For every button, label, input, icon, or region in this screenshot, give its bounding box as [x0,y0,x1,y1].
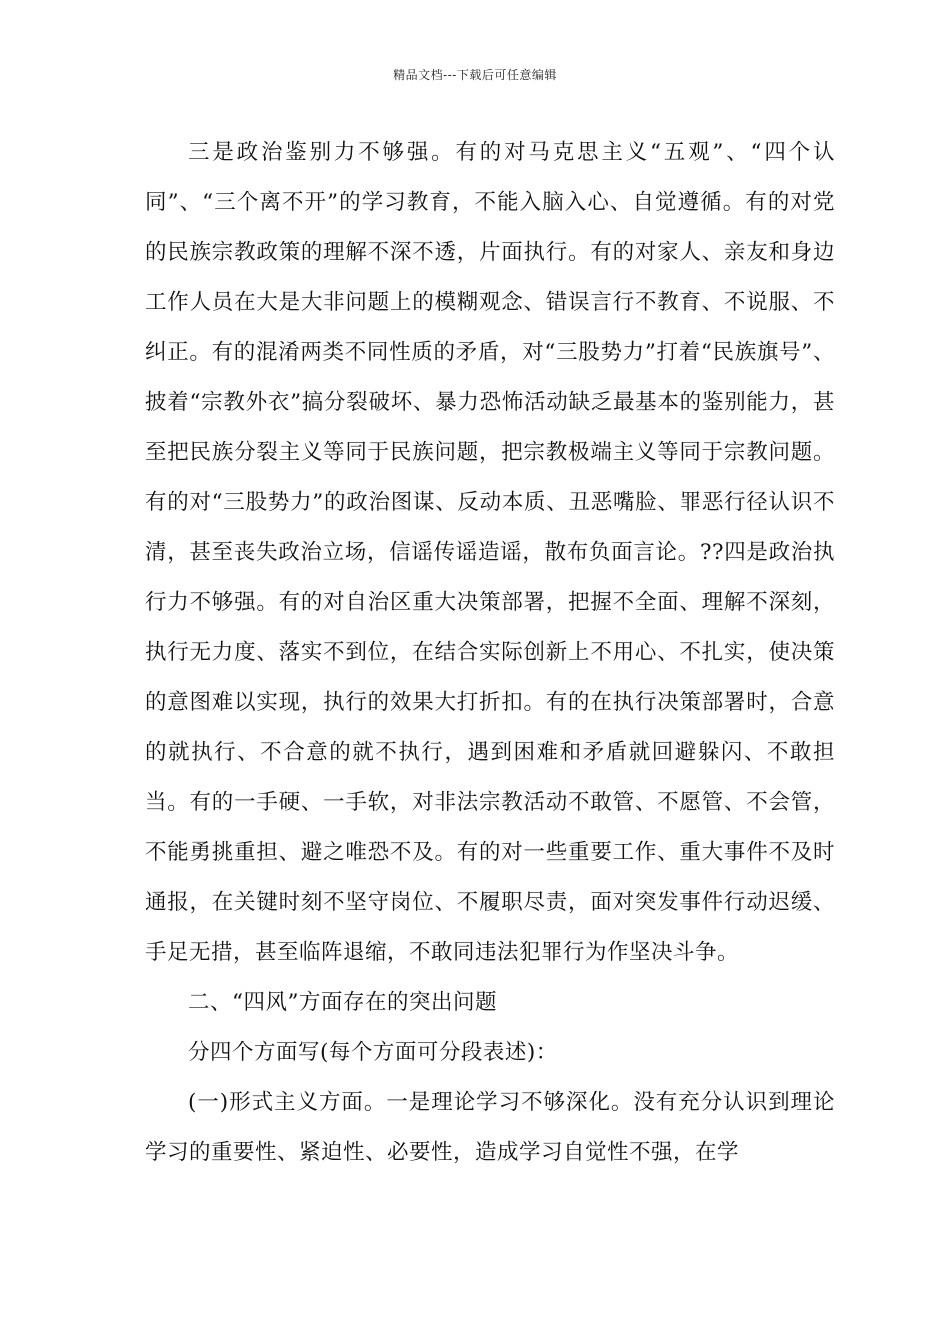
document-body [145,128,835,1178]
paragraph-political-discernment: 三是政治鉴别力不够强。有的对马克思主义“五观”、“四个认同”、“三个离不开”的学习教育，不能入脑入心、自觉遵循。有的对党的民族宗教政策的理解不深不透，片面执行。有的对家人、亲友和身边工作人员在大是大非问题上的模糊观念、错误言行不教育、不说服、不纠正。有的混淆两类不同性质的矛盾，对“三股势力”打着“民族旗号”、披着“宗教外衣”搞分裂破坏、暴力恐怖活动缺乏最基本的鉴别能力，甚至把民族分裂主义等同于民族问题，把宗教极端主义等同于宗教问题。有的对“三股势力”的政治图谋、反动本质、丑恶嘴脸、罪恶行径认识不清，甚至丧失政治立场，信谣传谣造谣，散布负面言论。??四是政治执行力不够强。有的对自治区重大决策部署，把握不全面、理解不深刻，执行无力度、落实不到位，在结合实际创新上不用心、不扎实，使决策的意图难以实现，执行的效果大打折扣。有的在执行决策部署时，合意的就执行、不合意的就不执行，遇到困难和矛盾就回避躲闪、不敢担当。有的一手硬、一手软，对非法宗教活动不敢管、不愿管、不会管，不能勇挑重担、避之唯恐不及。有的对一些重要工作、重大事件不及时通报，在关键时刻不坚守岗位、不履职尽责，面对突发事件行动迟缓、手足无措，甚至临阵退缩，不敢同违法犯罪行为作坚决斗争。 [145,140,835,965]
section-heading-four-winds: 二、“四风”方面存在的突出问题 [188,990,497,1015]
page-header: 精品文档---下载后可任意编辑 [393,68,557,82]
paragraph-formalism: (一)形式主义方面。一是理论学习不够深化。没有充分认识到理论学习的重要性、紧迫性、必要性，造成学习自觉性不强，在学 [145,1090,835,1165]
paragraph-instruction: 分四个方面写(每个方面可分段表述)： [188,1040,558,1065]
